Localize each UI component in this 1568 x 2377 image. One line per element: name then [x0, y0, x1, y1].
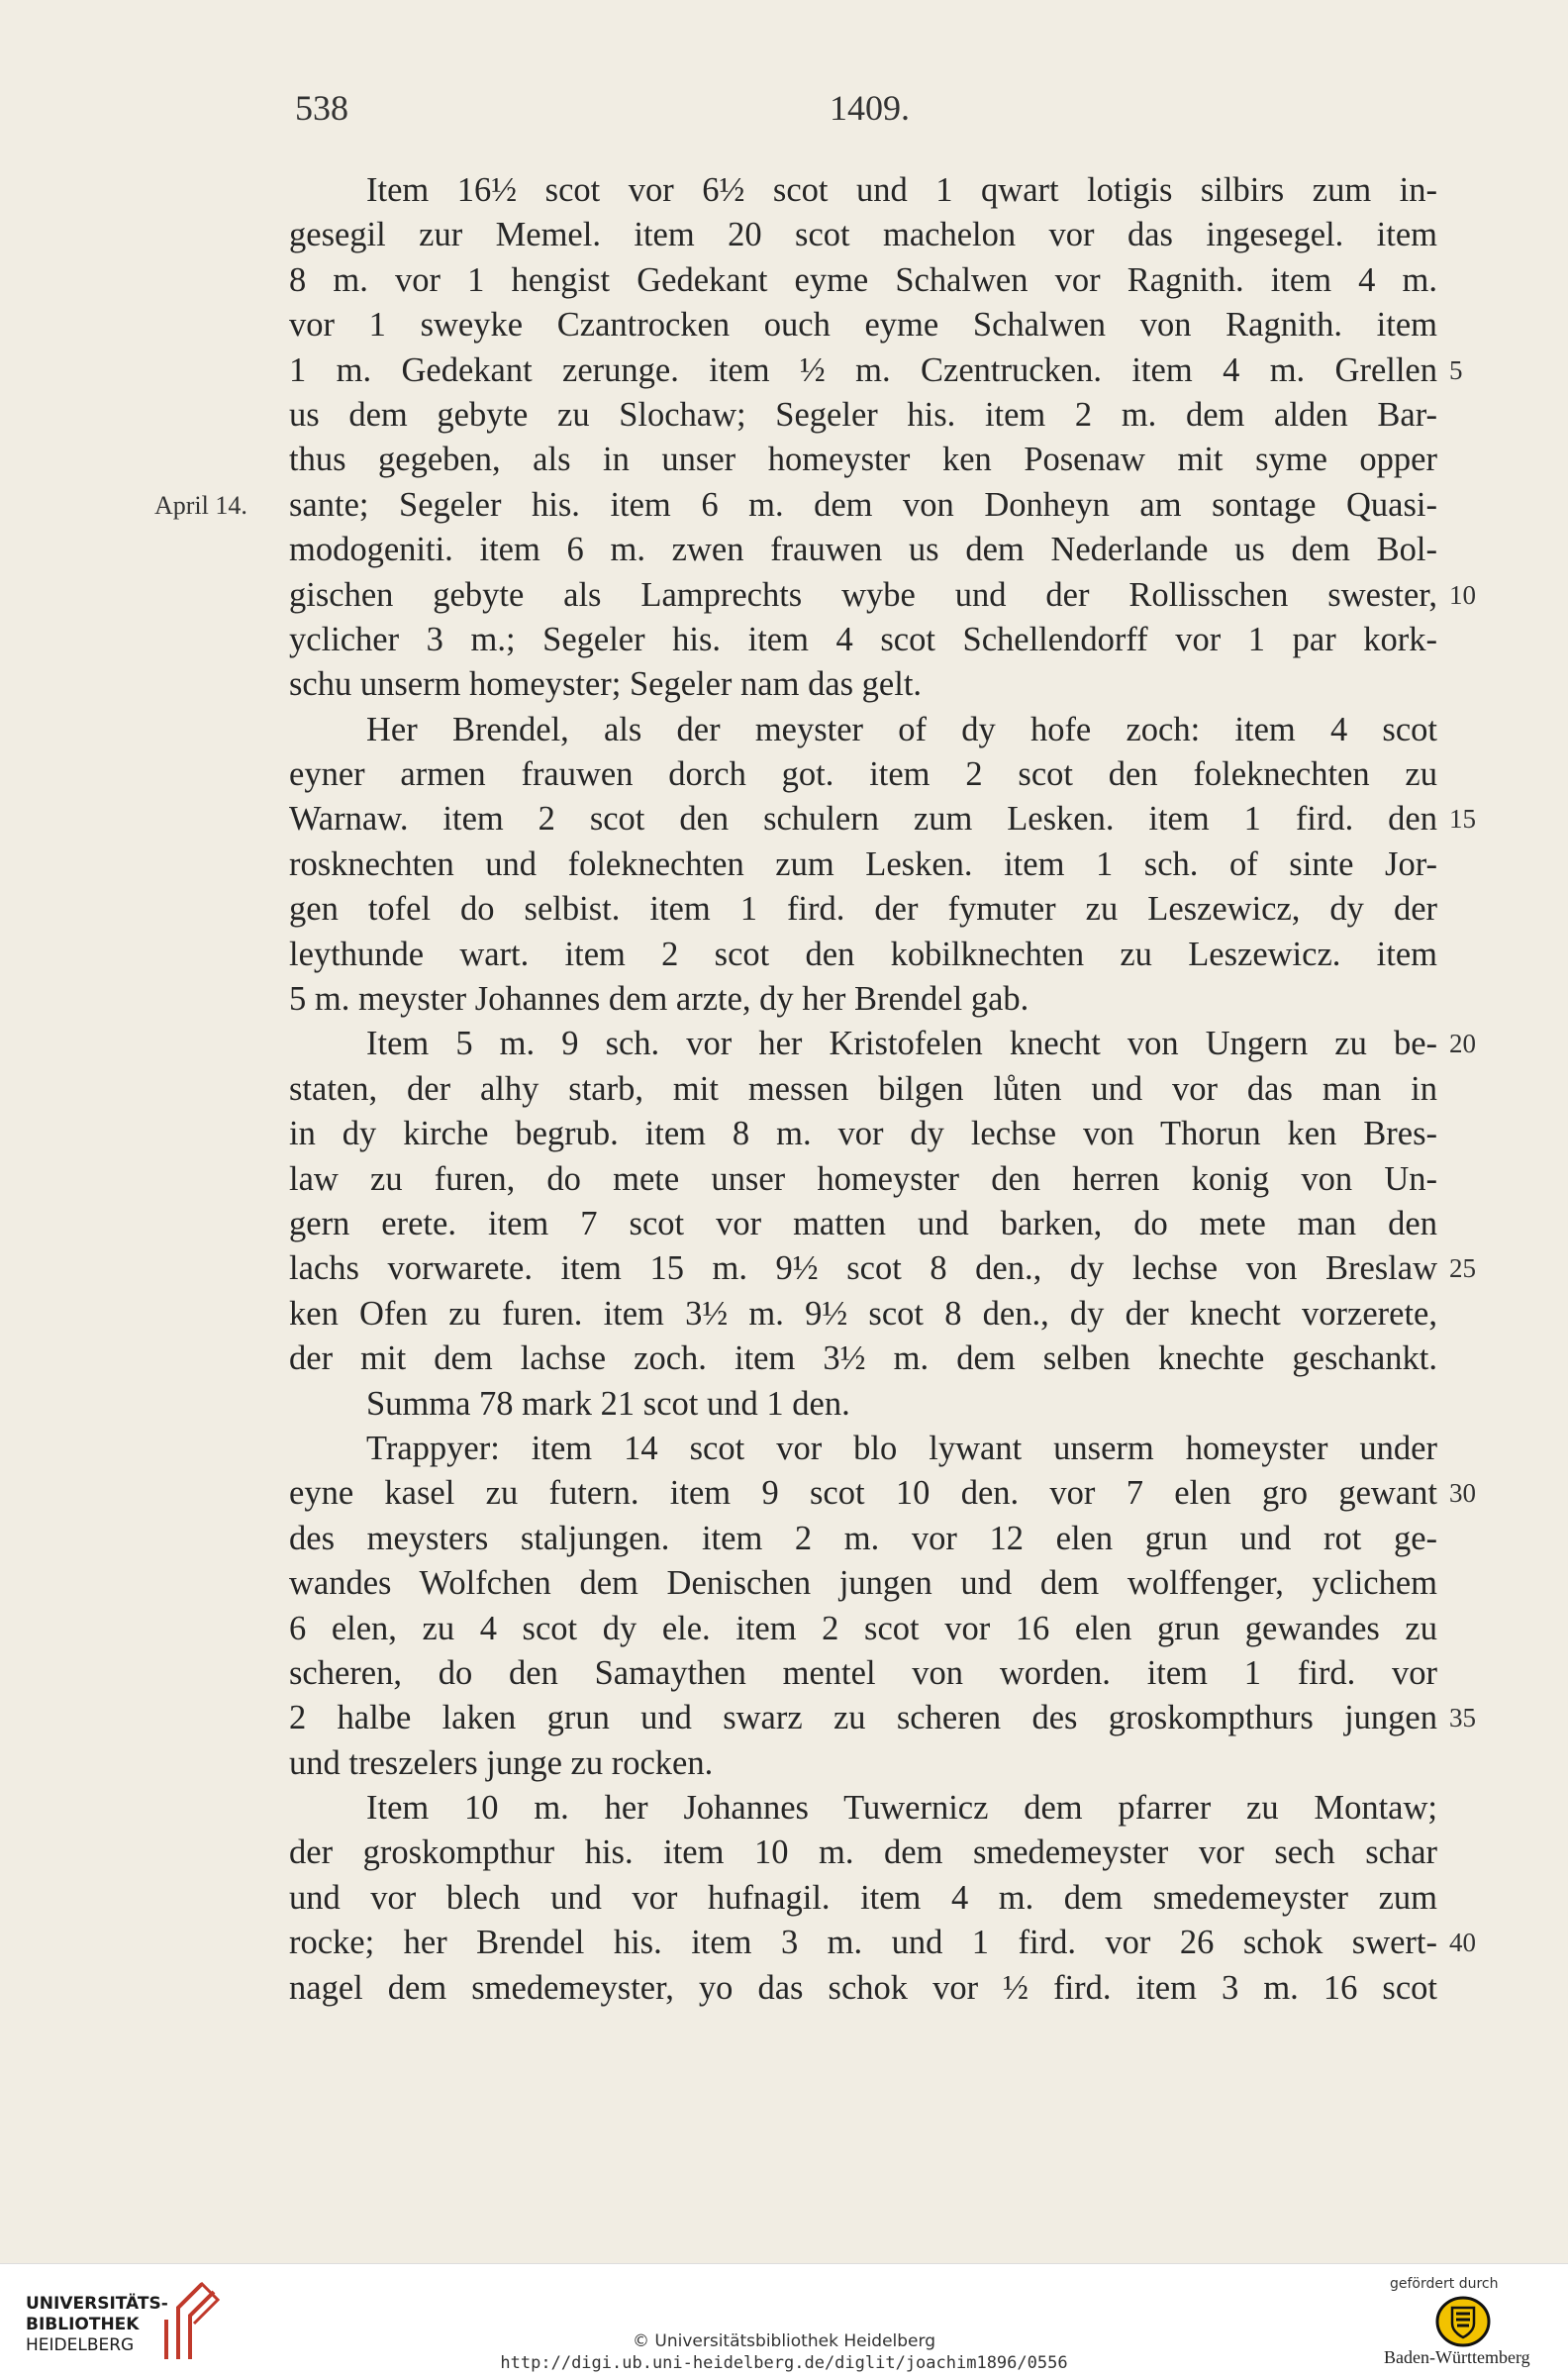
text-line: staten, der alhy starb, mit messen bilgen lůten und vor das man in	[289, 1069, 1437, 1108]
text-line: 6 elen, zu 4 scot dy ele. item 2 scot vor 16 elen grun gewandes zu	[289, 1609, 1437, 1647]
line-number: 20	[1449, 1029, 1476, 1059]
text-line: 5 m. meyster Johannes dem arzte, dy her Brendel gab.	[289, 980, 1029, 1019]
text-line: schu unserm homeyster; Segeler nam das gelt.	[289, 665, 923, 704]
text-line: nagel dem smedemeyster, yo das schok vor ½ fird. item 3 m. 16 scot	[289, 1968, 1437, 2007]
text-line: des meysters staljungen. item 2 m. vor 12 elen grun und rot ge-	[289, 1519, 1437, 1557]
text-line: 2 halbe laken grun und swarz zu scheren des groskompthurs jungen 35	[289, 1696, 1437, 1740]
text-line: Item 10 m. her Johannes Tuwernicz dem pfarrer zu Montaw;	[366, 1789, 1437, 1828]
running-head-year: 1409.	[830, 88, 910, 128]
text-line: rosknechten und foleknechten zum Lesken. item 1 sch. of sinte Jor-	[289, 844, 1437, 883]
line-number: 30	[1449, 1478, 1476, 1509]
sponsor-name: Baden-Württemberg	[1384, 2347, 1530, 2367]
text-line: yclicher 3 m.; Segeler his. item 4 scot Schellendorff vor 1 par kork-	[289, 620, 1437, 658]
text-line: scheren, do den Samaythen mentel von worden. item 1 fird. vor	[289, 1653, 1437, 1692]
text-line: 8 m. vor 1 hengist Gedekant eyme Schalwen vor Ragnith. item 4 m.	[289, 260, 1437, 299]
line-number: 35	[1449, 1703, 1476, 1733]
text-line: vor 1 sweyke Czantrocken ouch eyme Schalwen von Ragnith. item	[289, 306, 1437, 345]
text-line: der groskompthur his. item 10 m. dem smedemeyster vor sech schar	[289, 1833, 1437, 1872]
line-number: 15	[1449, 804, 1476, 835]
line-number: 25	[1449, 1253, 1476, 1284]
text-line: und treszelers junge zu rocken.	[289, 1743, 714, 1782]
text-line: law zu furen, do mete unser homeyster den herren konig von Un-	[289, 1159, 1437, 1198]
baden-wuerttemberg-coat-of-arms-icon[interactable]	[1435, 2296, 1491, 2351]
body-text	[154, 168, 1476, 2011]
text-line: ken Ofen zu furen. item 3½ m. 9½ scot 8 den., dy der knecht vorzerete,	[289, 1294, 1437, 1333]
line-number: 10	[1449, 579, 1476, 610]
text-line: lachs vorwarete. item 15 m. 9½ scot 8 den., dy lechse von Breslaw 25	[289, 1246, 1437, 1291]
text-line: us dem gebyte zu Slochaw; Segeler his. item 2 m. dem alden Bar-	[289, 395, 1437, 434]
text-line: April 14. sante; Segeler his. item 6 m. dem von Donheyn am sontage Quasi-	[289, 483, 1437, 528]
text-line: Item 5 m. 9 sch. vor her Kristofelen knecht von Ungern zu be- 20	[289, 1022, 1437, 1066]
text-line: eyne kasel zu futern. item 9 scot 10 den. vor 7 elen gro gewant 30	[289, 1471, 1437, 1516]
text-line: und vor blech und vor hufnagil. item 4 m. dem smedemeyster zum	[289, 1878, 1437, 1917]
text-line: gischen gebyte als Lamprechts wybe und der Rollisschen swester, 10	[289, 573, 1437, 618]
sponsor-label: gefördert durch	[1390, 2276, 1499, 2292]
text-line: in dy kirche begrub. item 8 m. vor dy lechse von Thorun ken Bres-	[289, 1115, 1437, 1153]
text-line: Her Brendel, als der meyster of dy hofe zoch: item 4 scot	[366, 710, 1437, 748]
university-name[interactable]: UNIVERSITÄTS- BIBLIOTHEK HEIDELBERG	[26, 2294, 168, 2355]
line-number: 5	[1449, 354, 1463, 385]
copyright-notice: © Universitätsbibliothek Heidelberg	[632, 2331, 935, 2351]
line-number: 40	[1449, 1928, 1476, 1958]
text-line: Warnaw. item 2 scot den schulern zum Lesken. item 1 fird. den 15	[289, 797, 1437, 842]
text-line: gen tofel do selbist. item 1 fird. der fymuter zu Leszewicz, dy der	[289, 890, 1437, 929]
text-line: Summa 78 mark 21 scot und 1 den.	[366, 1384, 850, 1423]
text-line: modogeniti. item 6 m. zwen frauwen us dem Nederlande us dem Bol-	[289, 531, 1437, 569]
text-line: wandes Wolfchen dem Denischen jungen und dem wolffenger, yclichem	[289, 1564, 1437, 1603]
margin-note-date: April 14.	[154, 490, 247, 520]
text-line: Item 16½ scot vor 6½ scot und 1 qwart lotigis silbirs zum in-	[366, 171, 1437, 209]
text-line: eyner armen frauwen dorch got. item 2 scot den foleknechten zu	[289, 755, 1437, 794]
text-line: thus gegeben, als in unser homeyster ken Posenaw mit syme opper	[289, 441, 1437, 479]
text-line: leythunde wart. item 2 scot den kobilknechten zu Leszewicz. item	[289, 935, 1437, 973]
text-line: rocke; her Brendel his. item 3 m. und 1 fird. vor 26 schok swert- 40	[289, 1921, 1437, 1965]
page-number: 538	[295, 88, 348, 128]
library-footer	[0, 2263, 1568, 2377]
running-head	[295, 87, 1443, 137]
text-line: gesegil zur Memel. item 20 scot machelon vor das ingesegel. item	[289, 216, 1437, 254]
text-line: der mit dem lachse zoch. item 3½ m. dem selben knechte geschankt.	[289, 1339, 1437, 1378]
text-line: Trappyer: item 14 scot vor blo lywant unserm homeyster under	[366, 1429, 1437, 1467]
text-line: gern erete. item 7 scot vor matten und barken, do mete man den	[289, 1204, 1437, 1242]
permalink-url[interactable]: http://digi.ub.uni-heidelberg.de/diglit/joachim1896/0556	[500, 2353, 1068, 2373]
text-line: 1 m. Gedekant zerunge. item ½ m. Czentrucken. item 4 m. Grellen 5	[289, 348, 1437, 393]
